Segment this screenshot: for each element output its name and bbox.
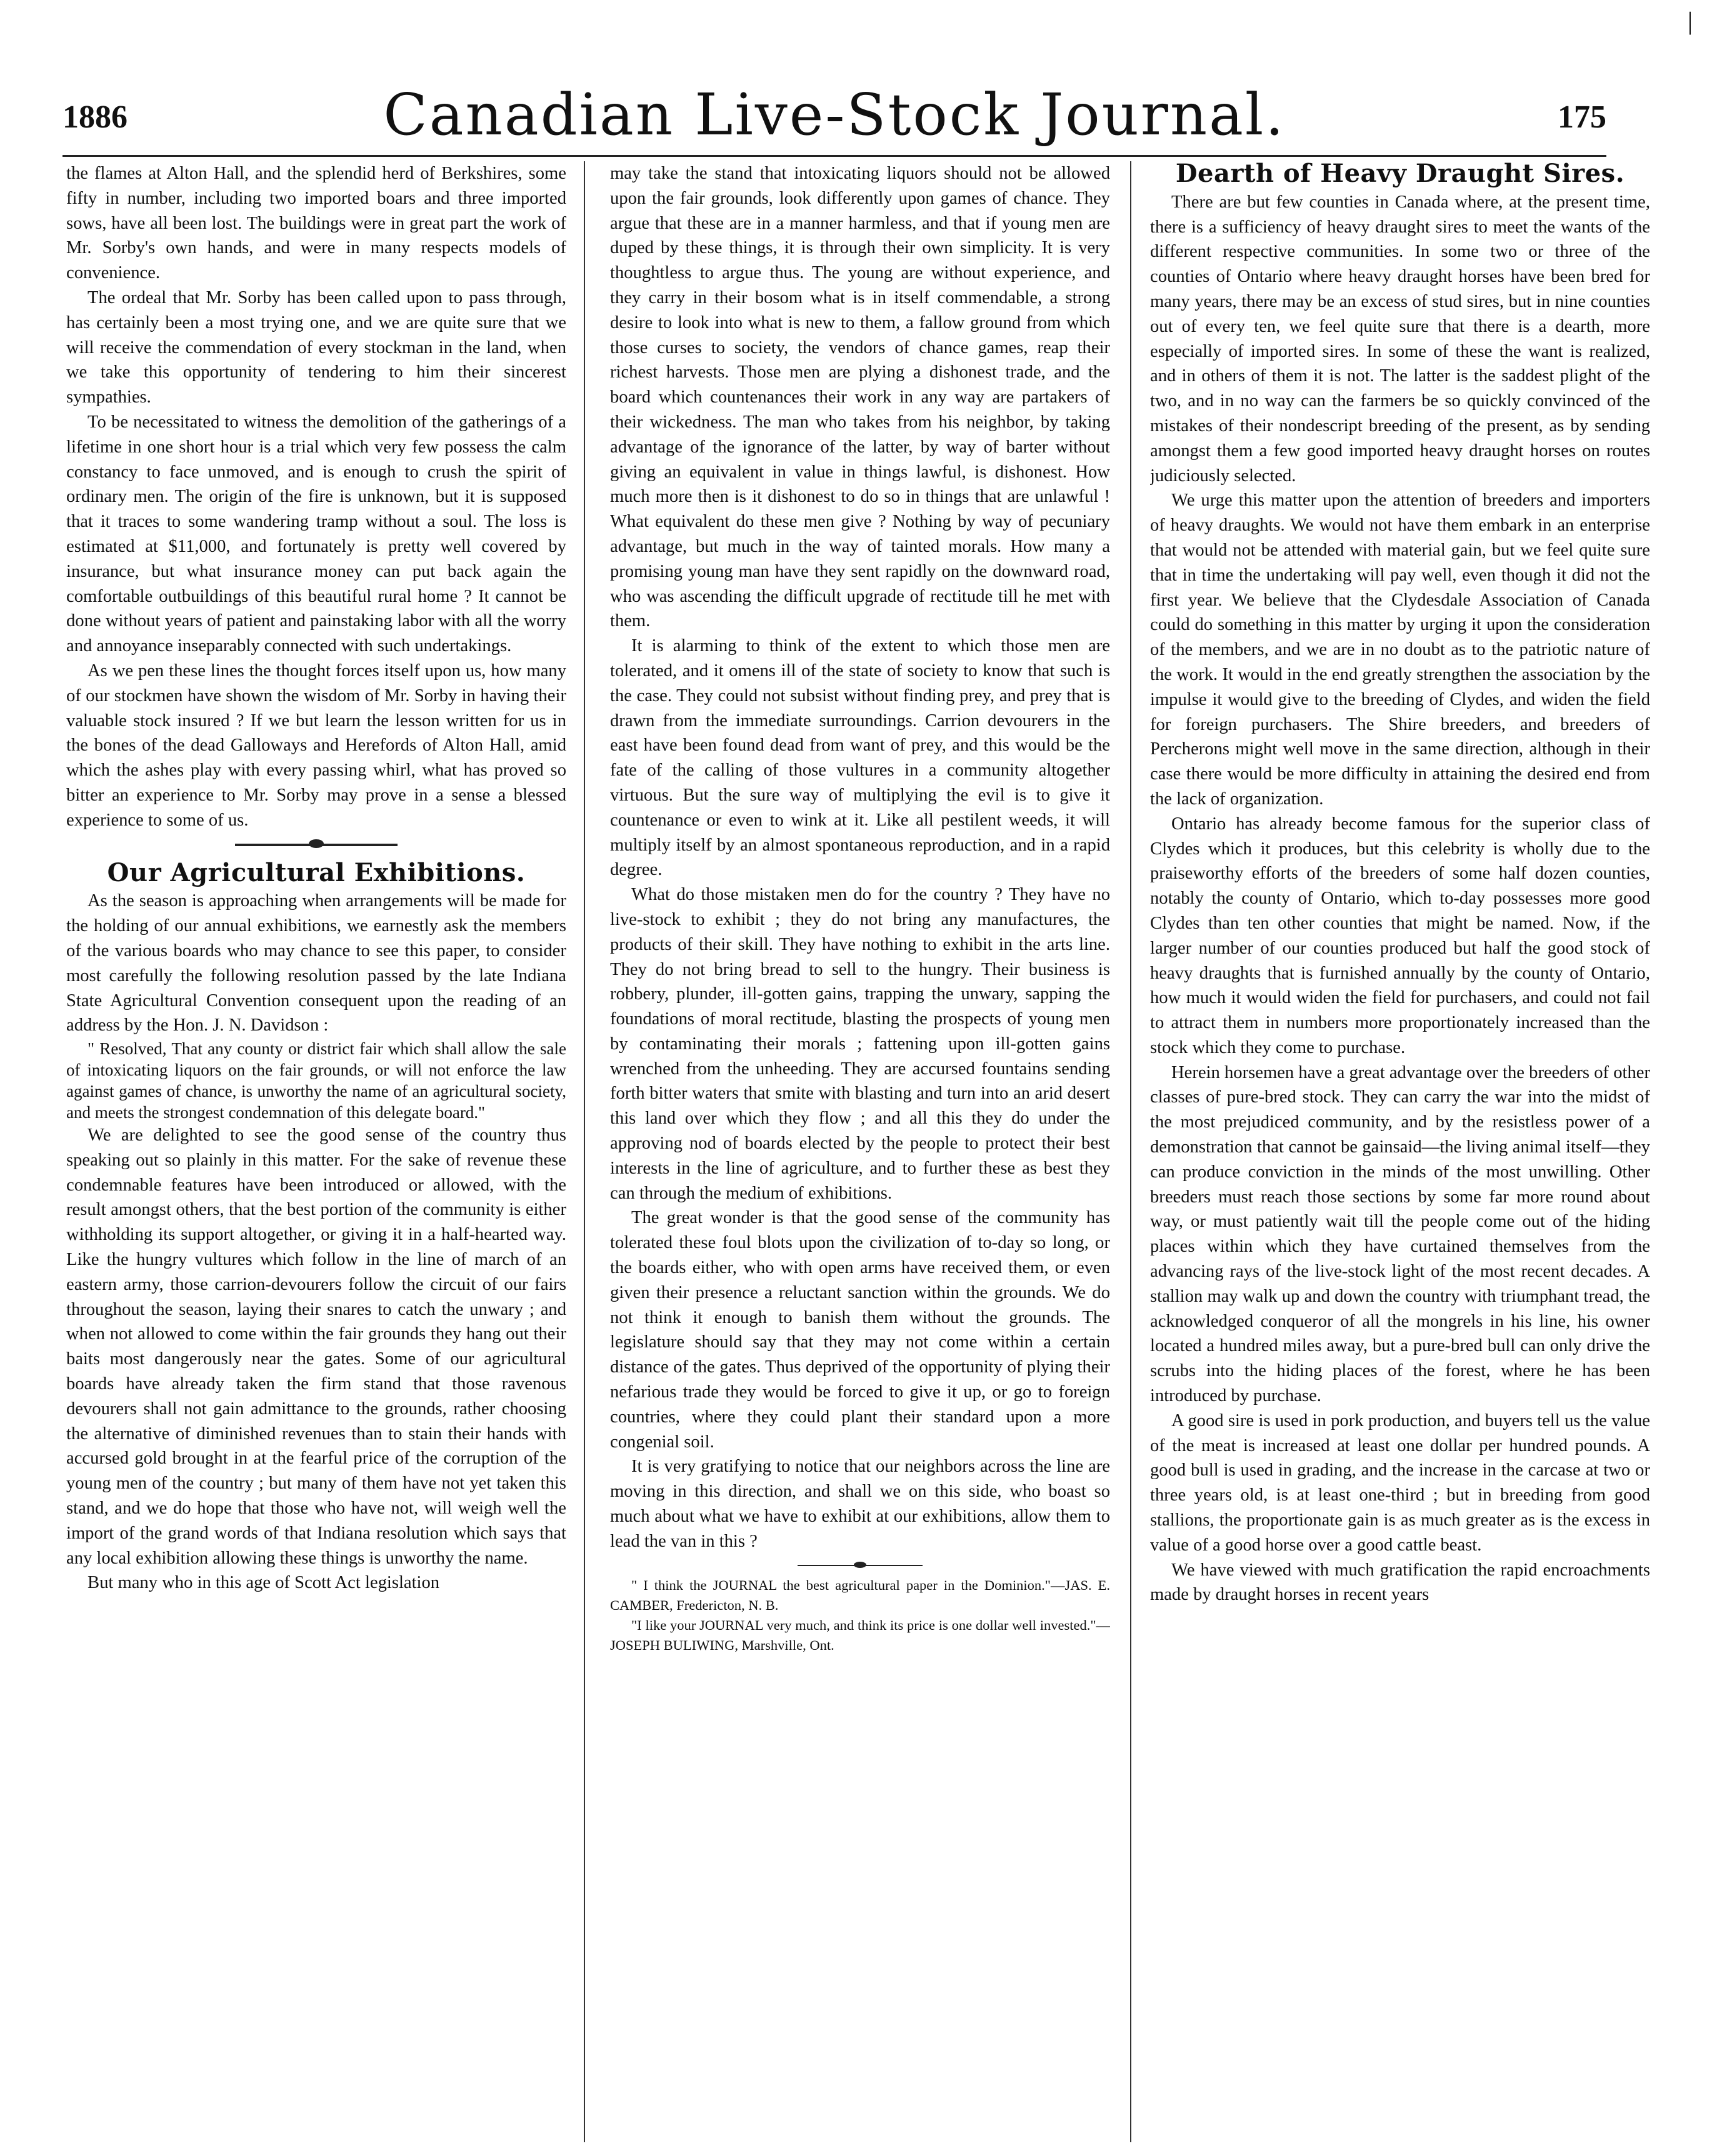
paragraph: A good sire is used in pork production, and buyers tell us the value of the meat is increased at least one dollar per hundred pounds. A good bull is used in grading, and the increase in the carcase at two or three years old, is at least one-third ; but in breeding from good stallions, the proportionate gain is as much greater as is the excess in value of a good horse over a good cattle beast.: [1150, 1410, 1650, 1555]
column-divider: [584, 161, 585, 2142]
section-divider-ornament: [610, 1554, 1110, 1575]
paragraph: There are but few counties in Canada where, at the present time, there is a sufficiency of heavy draught sires to meet the wants of the different respective communities. In some two or three of the counties of Ontario where heavy draught horses have been bred for many years, there may be an excess of stud sires, but in nine counties out of every ten, we feel quite sure that there is a dearth, more especially of imported sires. In some of these the want is realized, and in others of them it is not. The latter is the saddest plight of the two, and in no way can the farmers be so quickly convinced of the mistakes of their nondescript breeding of the present, as by sending amongst them a few good imported heavy draught horses on routes judiciously selected.: [1150, 192, 1650, 486]
paragraph: Herein horsemen have a great advantage over the breeders of other classes of pure-bred stock. They can carry the war into the midst of the most prejudiced community, and by the resistless power of a demonstration that cannot be gainsaid—the living animal itself—they can produce conviction in the minds of the most unwilling. Other breeders must reach those sections by some far more round about way, or must patiently wait till the people come out of the hiding places within which they have curtained themselves from the advancing rays of the live-stock light of the most recent decades. A stallion may walk up and down the country with triumphant tread, the acknowledged conqueror of all the mongrels in his line, his owner located a hundred miles away, but a pure-bred bull can only drive the scrubs into the hiding places of the forest, where he has been introduced by purchase.: [1150, 1062, 1650, 1406]
paragraph: To be necessitated to witness the demolition of the gatherings of a lifetime in one short hour is a trial which very few possess the calm constancy to face unmoved, and is enough to crush the spirit of ordinary men. The origin of the fire is unknown, but it is supposed that it traces to some wandering tramp without a soul. The loss is estimated at $11,000, and fortunately is pretty well covered by insurance, but what insurance money can put back again the comfortable outbuildings of this beautiful rural home ? It cannot be done without years of patient and painstaking labor with all the worry and annoyance inseparably connected with such undertakings.: [66, 412, 566, 656]
testimonial: "I like your JOURNAL very much, and think its price is one dollar well invested."—JOSEPH BULIWING, Marshville, Ont.: [610, 1617, 1110, 1653]
resolution-quote: " Resolved, That any county or district fair which shall allow the sale of intoxicating liquors on the fair grounds, or will not enforce the law against games of chance, is unworthy the name of an agricultural society, and meets the strongest condemnation of this delegate board.": [66, 1039, 566, 1122]
journal-title: Canadian Live-Stock Journal.: [383, 81, 1286, 148]
paragraph: We urge this matter upon the attention of breeders and importers of heavy draughts. We would not have them embark in an enterprise that would not be attended with material gain, but we feel quite sure that in time the undertaking will pay well, even though it did not the first year. We believe that the Clydesdale Association of Canada could do something in this matter by urging it upon the consideration of the members, and we are in no doubt as to the patriotic nature of the work. It would in the end greatly strengthen the association by the impulse it would give to the breeding of Clydes, and widen the field for foreign purchasers. The Shire breeders, and breeders of Percherons might well move in the same direction, although in their case there would be more difficulty in attaining the desired end from the lack of organization.: [1150, 491, 1650, 809]
paragraph: It is alarming to think of the extent to which those men are tolerated, and it omens ill of the state of society to know that such is the case. They could not subsist without finding prey, and prey that is drawn from the immediate surroundings. Carrion devourers in the east have been found dead from want of prey, and this would be the fate of the calling of those vultures in a community altogether virtuous. But the sure way of multiplying the evil is to give it countenance or even to wink at it. Like all pestilent weeds, it will multiply itself by an almost spontaneous reproduction, and in a rapid degree.: [610, 636, 1110, 880]
column-1: [66, 161, 566, 2142]
article-heading: Our Agricultural Exhibitions.: [107, 857, 526, 887]
paragraph: As we pen these lines the thought forces itself upon us, how many of our stockmen have shown the wisdom of Mr. Sorby in having their valuable stock insured ? If we but learn the lesson written for us in the bones of the dead Galloways and Herefords of Alton Hall, amid which the ashes play with every passing whirl, what has proved so bitter an experience to Mr. Sorby may prove in a sense a blessed experience to some of us.: [66, 661, 566, 830]
column-3: [1150, 161, 1650, 2142]
paragraph: We are delighted to see the good sense of the country thus speaking out so plainly in this matter. For the sake of revenue these condemnable features have been introduced or allowed, with the result amongst others, that the best portion of the community is either withholding its support altogether, or giving it in a half-hearted way. Like the hungry vultures which follow in the line of march of an eastern army, those carrion-devourers follow the circuit of our fairs throughout the season, laying their snares to catch the unwary ; and when not allowed to come within the fair grounds they hang out their baits most dangerously near the gates. Some of our agricultural boards have already taken the firm stand that those ravenous devourers shall not gain admittance to the grounds, rather choosing the alternative of diminished revenues than to stain their hands with accursed gold brought in at the fearful price of the corruption of the young men of the country ; but many of them have not yet taken this stand, and we do hope that those who have not, will weigh well the import of the grand words of that Indiana resolution which says that any local exhibition allowing these things is unworthy the name.: [66, 1125, 566, 1568]
paragraph: The ordeal that Mr. Sorby has been called upon to pass through, has certainly been a most trying one, and we are quite sure that we will receive the commendation of every stockman in the land, when we take this opportunity of tendering to him their sincerest sympathies.: [66, 287, 566, 407]
paragraph: The great wonder is that the good sense of the community has tolerated these foul blots upon the civilization of to-day so long, or the boards either, who with open arms have received them, or even given their presence a reluctant sanction within the grounds. We do not think it enough to banish them without the grounds. The legislature should say that they may not come within a certain distance of the gates. Thus deprived of the opportunity of plying their nefarious trade they would be forced to give it up, or go to foreign countries, where they could plant their standard upon a more congenial soil.: [610, 1208, 1110, 1452]
page-header: [63, 81, 1606, 150]
article-heading: Dearth of Heavy Draught Sires.: [1175, 161, 1625, 188]
paragraph: It is very gratifying to notice that our neighbors across the line are moving in this direction, and shall we on this side, who boast so much about what we have to exhibit at our exhibitions, allow them to lead the van in this ?: [610, 1457, 1110, 1551]
paragraph: But many who in this age of Scott Act legislation: [88, 1573, 440, 1593]
page-number: 175: [1558, 99, 1606, 135]
section-divider-ornament: [66, 833, 566, 854]
column-divider: [1130, 161, 1131, 2142]
paragraph: What do those mistaken men do for the country ? They have no live-stock to exhibit ; they do not bring any manufactures, the products of their skill. They have nothing to exhibit in the arts line. They do not bring bread to sell to the hungry. Their business is robbery, plunder, ill-gotten gains, trapping the unwary, sapping the foundations of moral rectitude, blasting the prospects of young men by contaminating their morals ; fattening upon ill-gotten gains wrenched from the unheeding. They are accursed fountains sending forth bitter waters that smite with blasting and turn into an arid desert this land over which they flow ; and all this they do under the approving nod of boards elected by the people to protect their best interests in the line of agriculture, and to further these as best they can through the medium of exhibitions.: [610, 885, 1110, 1203]
header-year: 1886: [63, 99, 128, 135]
paragraph: We have viewed with much gratification the rapid encroachments made by draught horses in recent years: [1150, 1560, 1650, 1605]
paragraph: may take the stand that intoxicating liquors should not be allowed upon the fair grounds, look differently upon games of chance. They argue that these are in a manner harmless, and that if young men are duped by these things, it is through their own simplicity. It is very thoughtless to argue thus. The young are without experience, and they carry in their bosom what is in itself commendable, a strong desire to look into what is new to them, a fallow ground from which those curses to society, the vendors of chance games, reap their richest harvests. Those men are plying a dishonest trade, and the board which countenances their work in any way are partakers of their wickedness. The man who takes from his neighbor, by taking advantage of the ignorance of the latter, by way of barter without giving an equivalent in value in things lawful, is dishonest. How much more then is it dishonest to do so in things that are unlawful ! What equivalent do these men give ? Nothing by way of pecuniary advantage, but much in the way of tainted morals. How many a promising young man have they sent rapidly on the downward road, who was ascending the difficult upgrade of rectitude till he met with them.: [610, 164, 1110, 631]
testimonial: " I think the JOURNAL the best agricultural paper in the Dominion."—JAS. E. CAMBER, Fredericton, N. B.: [610, 1577, 1110, 1613]
paragraph: As the season is approaching when arrangements will be made for the holding of our annual exhibitions, we earnestly ask the members of the various boards who may chance to see this paper, to consider most carefully the following resolution passed by the late Indiana State Agricultural Convention consequent upon the reading of an address by the Hon. J. N. Davidson :: [66, 891, 566, 1036]
column-2: [610, 161, 1110, 2142]
paragraph: Ontario has already become famous for the superior class of Clydes which it produces, but this celebrity is wholly due to the praiseworthy efforts of the breeders of some half dozen counties, notably the county of Ontario, which to-day possesses more good Clydes than ten other counties that might be named. Now, if the larger number of our counties produced but half the good stock of heavy draughts that is furnished annually by the county of Ontario, how much it would widen the field for purchasers, and could not fail to attract them in numbers more proportionately increased than the stock which they come to purchase.: [1150, 814, 1650, 1057]
margin-mark: |: [1688, 7, 1693, 35]
header-rule: [63, 155, 1606, 157]
paragraph: the flames at Alton Hall, and the splendid herd of Berkshires, some fifty in number, including two imported boars and three imported sows, have all been lost. The buildings were in great part the work of Mr. Sorby's own hands, and were in many respects models of convenience.: [66, 164, 566, 283]
